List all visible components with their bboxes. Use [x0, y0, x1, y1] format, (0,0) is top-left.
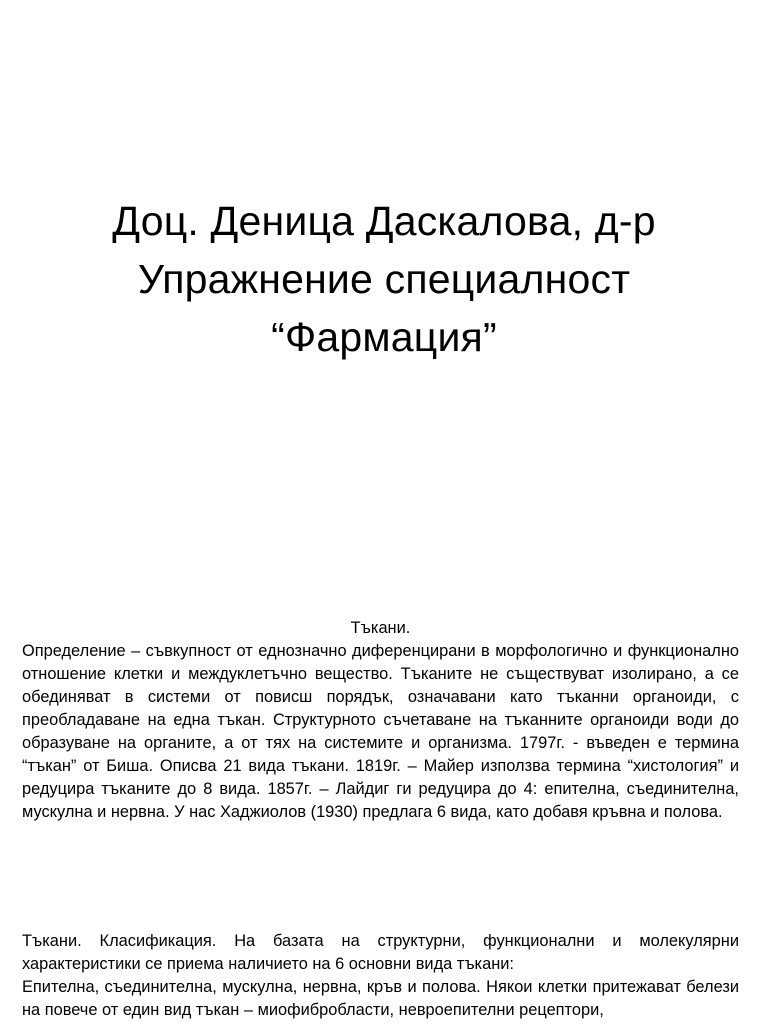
document-title [0, 192, 768, 366]
title-line-author: Доц. Деница Даскалова, д-р [112, 198, 656, 244]
classification-intro-paragraph: Тъкани. Класификация. На базата на структурни, функционални и молекулярни характеристики се приема наличието на 6 основни вида тъкани: [22, 932, 739, 973]
title-line-exercise: Упражнение специалност [137, 256, 631, 302]
tissues-definition-section [22, 617, 739, 824]
classification-types-paragraph: Епителна, съединителна, мускулна, нервна, кръв и полова. Някои клетки притежават белези на повече от един вид тъкан – миофибробласти, невроепителни рецептори, [22, 978, 739, 1019]
definition-paragraph: Определение – съвкупност от еднозначно диференцирани в морфологично и функционално отношение клетки и междуклетъчно вещество. Тъканите не съществуват изолирано, а се обединяват в системи от повисш порядък, означавани като тъканни органоиди, с преобладаване на една тъкан. Структурното съчетаване на тъканните органоиди води до образуване на органите, а от тях на системите и организма. 1797г. - въведен е термина “тъкан” от Биша. Описва 21 вида тъкани. 1819г. – Майер използва термина “хистология” и редуцира тъканите до 8 вида. 1857г. – Лайдиг ги редуцира до 4: епителна, съединителна, мускулна и нервна. У нас Хаджиолов (1930) предлага 6 вида, като добавя кръвна и полова. [22, 642, 739, 821]
tissues-classification-section [22, 930, 739, 1022]
section-heading: Тъкани. [350, 619, 411, 637]
title-line-specialty: “Фармация” [271, 314, 497, 360]
